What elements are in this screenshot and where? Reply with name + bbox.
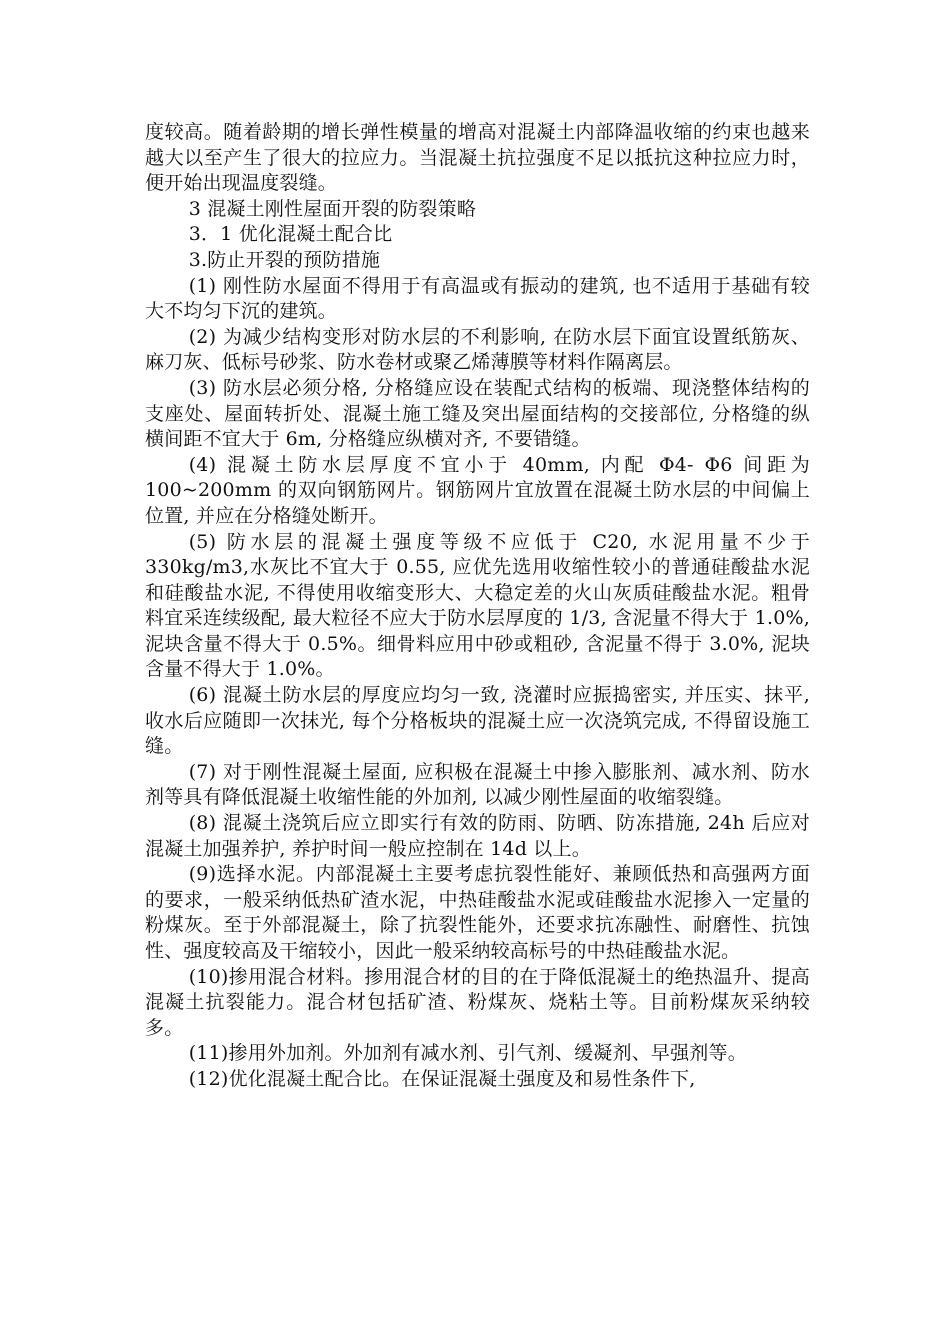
paragraph-temperature-crack-cause: 度较高。随着龄期的增长弹性模量的增高对混凝土内部降温收缩的约束也越来越大以至产生了很大的拉应力。当混凝土抗拉强度不足以抵抗这种拉应力时，便开始出现温度裂缝。	[145, 121, 810, 195]
list-item-6: (6) 混凝土防水层的厚度应均匀一致, 浇灌时应振捣密实, 并压实、抹平, 收水后应随即一次抹光, 每个分格板块的混凝土应一次浇筑完成, 不得留设施工缝。	[145, 684, 810, 758]
list-item-4: (4) 混凝土防水层厚度不宜小于 40mm, 内配 Φ4- Φ6 间距为 100~200mm 的双向钢筋网片。钢筋网片宜放置在混凝土防水层的中间偏上位置, 并应在分格缝处断开。	[145, 453, 810, 527]
list-item-12: (12)优化混凝土配合比。在保证混凝土强度及和易性条件下,	[188, 1067, 696, 1090]
document-body	[145, 120, 810, 1093]
list-item-2: (2) 为减少结构变形对防水层的不利影响, 在防水层下面宜设置纸筋灰、麻刀灰、低标号砂浆、防水卷材或聚乙烯薄膜等材料作隔离层。	[145, 325, 810, 374]
list-item-10: (10)掺用混合材料。掺用混合材的目的在于降低混凝土的绝热温升、提高混凝土抗裂能力。混合材包括矿渣、粉煤灰、烧粘土等。目前粉煤灰采纳较多。	[145, 965, 810, 1039]
list-item-9: (9)选择水泥。内部混凝土主要考虑抗裂性能好、兼顾低热和高强两方面的要求，一般采纳低热矿渣水泥，中热硅酸盐水泥或硅酸盐水泥掺入一定量的粉煤灰。至于外部混凝土，除了抗裂性能外，还要求抗冻融性、耐磨性、抗蚀性、强度较高及干缩较小，因此一般采纳较高标号的中热硅酸盐水泥。	[145, 863, 810, 962]
section-heading-3: 3 混凝土刚性屋面开裂的防裂策略	[188, 197, 477, 220]
list-item-11: (11)掺用外加剂。外加剂有减水剂、引气剂、缓凝剂、早强剂等。	[188, 1042, 747, 1065]
section-heading-3-1: 3．1 优化混凝土配合比	[188, 223, 393, 246]
section-heading-prevention: 3.防止开裂的预防措施	[188, 248, 381, 271]
list-item-8: (8) 混凝土浇筑后应立即实行有效的防雨、防晒、防冻措施, 24h 后应对混凝土加强养护, 养护时间一般应控制在 14d 以上。	[145, 812, 810, 860]
list-item-3: (3) 防水层必须分格, 分格缝应设在装配式结构的板端、现浇整体结构的支座处、屋面转折处、混凝土施工缝及突出屋面结构的交接部位, 分格缝的纵横间距不宜大于 6m, 分格缝应纵横对齐, 不要错缝。	[145, 376, 810, 451]
list-item-1: (1) 刚性防水屋面不得用于有高温或有振动的建筑, 也不适用于基础有较大不均匀下沉的建筑。	[145, 274, 810, 323]
list-item-5: (5) 防水层的混凝土强度等级不应低于 C20, 水泥用量不少于 330kg/m3,水灰比不宜大于 0.55, 应优先选用收缩性较小的普通硅酸盐水泥和硅酸盐水泥, 不得使用收缩变形大、大稳定差的火山灰质硅酸盐水泥。粗骨料宜采连续级配, 最大粒径不应大于防水层厚度的 1/3, 含泥量不得大于 1.0%, 泥块含量不得大于 0.5%。细骨料应用中砂或粗砂, 含泥量不得于 3.0%, 泥块含量不得大于 1.0%。	[145, 530, 810, 681]
list-item-7: (7) 对于刚性混凝土屋面, 应积极在混凝土中掺入膨胀剂、减水剂、防水剂等具有降低混凝土收缩性能的外加剂, 以减少刚性屋面的收缩裂缝。	[145, 760, 810, 809]
